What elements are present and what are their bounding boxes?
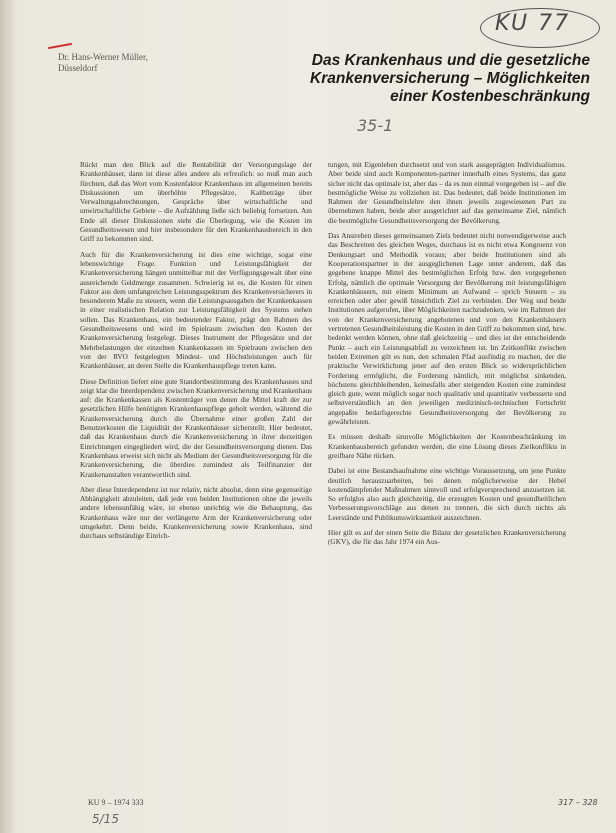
paragraph: Rückt man den Blick auf die Rentabilität der Versorgungslage der Krankenhäuser, dann ist diese alles andere als erfreulich: so muß man auch fürchten, daß das Wort vom Kostenfaktor Krankenhaus im allgemeinen bereits Diskussionen um überhöhte Pflegesätze, Kaltbeträge über Verwaltungsabrechnungen, Gespräche über wirtschaftliche und unwirtschaftliche Gebiete – die Aufzählung ließe sich beliebig fortsetzen. Am Ende all dieser Diskussionen steht die Überlegung, wie die Kosten im Gesundheitswesen und hier insbesondere für den Krankenhausbereich in den Griff zu bekommen sind. (80, 160, 312, 244)
right-column (328, 160, 566, 553)
article-title (190, 52, 590, 106)
archive-stamp-text: KU 77 (495, 11, 571, 36)
pencil-note-bottom: 5/15 (92, 812, 119, 826)
title-line-1: Das Krankenhaus und die gesetzliche (311, 52, 590, 69)
paragraph: Hier gilt es auf der einen Seite die Bilanz der gesetzlichen Krankenversicherung (GKV), die für das Jahr 1974 ein Aus- (328, 527, 566, 547)
pencil-note-top: 35-1 (357, 116, 394, 135)
author-block (58, 52, 148, 74)
title-line-2: Krankenversicherung – Möglichkeiten (310, 70, 590, 87)
red-mark (48, 43, 72, 49)
paragraph: Es müssen deshalb sinnvolle Möglichkeiten der Kostenbeschränkung im Krankenhausbereich gefunden werden, die eine Lösung dieses Zielkonflikts in greifbare Nähe rücken. (328, 432, 566, 460)
paragraph: Diese Definition liefert eine gute Standortbestimmung des Krankenhauses und zeigt klar die Interdependenz zwischen Krankenversicherung und Krankenhaus auf: die Krankenkassen als Kostenträger von denen die Mittel kraft der zur gesetzlichen Hilfe benötigten Krankenhauspflege geholt werden, während die Krankenversicherung durch die Übernahme einer großen Zahl der Benutzerkosten die Liquidität der Krankenhäuser sicherstellt. Hier bedeutet, daß das Krankenhaus durch die Krankenversicherung in ihrer derzeitigen Einrichtungen eingegliedert wird, die der Gesundheitsversorgung dienen. Das Krankenhaus erweist sich nicht als Medium der Gesundheitsversorgung für die Krankenversicherung, die überdies zumindest als Teilfinanzier der Krankenanstalten verantwortlich sind. (80, 376, 312, 479)
author-city: Düsseldorf (58, 63, 98, 73)
binding-shadow (0, 0, 14, 833)
title-line-3: einer Kostenbeschränkung (390, 88, 590, 105)
page-footer-right: 317 – 328 (558, 798, 598, 807)
archive-stamp (480, 8, 600, 48)
paragraph: Dabei ist eine Bestandsaufnahme eine wichtige Voraussetzung, um jene Punkte deutlich herauszuarbeiten, bei denen möglicherweise der Hebel kostendämpfender Maßnahmen sinnvoll und erfolgversprechend anzusetzen ist. So erfolglos also auch gleichzeitig, die erzeugten Kosten und gesundheitlichen Verbesserungsvorschläge aus denen zu trennen, die sich durch nichts als Leerstände und Publikumswirksamkeit auszeichnen. (328, 466, 566, 522)
paragraph: Das Anstreben dieses gemeinsamen Ziels bedeutet nicht notwendigerweise auch das Beschreiten des gleichen Weges, durchaus ist es nicht etwa Kongruenz von Denkungsart und Methodik voraus; aber beide Institutionen sind als Kooperationspartner in der ausgeglichenen Lage unter anderem, daß das gegebene knappe Mittel des bestmöglichen Erfolg bzw. den vorgegebenen Erfolg, nämlich die optimale Versorgung der Bevölkerung mit leistungsfähigen Krankenhäusern, mit einem Minimum an Aufwand – sprich Steuern – zu erreichen oder aber gewiß hinsichtlich Ziel zu verbinden. Der Weg und beide Institutionen aufgerufen, über Möglichkeiten nachzudenken, wie im Rahmen der von der Krankenversicherung angebotenen und von den Krankenhäusern vertretenen Gesundheitsleistung die Kosten in den Griff zu bekommen sind, bzw. bedenkt werden können, ohne daß gleichzeitig – und dies ist der entscheidende Punkt – auch ein Leistungsabfall zu verzeichnen ist. Im Zeitkonflikt zwischen beiden Extremen gilt es nun, den schmalen Pfad ausfindig zu machen, der die praktische Verwirklichung jener auf den ersten Blick so widersprüchlichen Forderung ermöglicht, die Forderung nämlich, mit möglichst sinkenden, höchstens gleichbleibenden, keinesfalls aber steigenden Kosten eine zumindest gleich gute, wenn möglich sogar noch qualitativ und quantitativ verbesserte und selbstverständlich an den jeweiligen medizinisch-technischen Fortschritt angepaßte bedarfsgerechte Gesundheitsversorgung der Bevölkerung zu gewährleisten. (328, 231, 566, 427)
left-column (80, 160, 312, 547)
page-footer-left: KU 9 – 1974 333 (88, 798, 144, 807)
author-name: Dr. Hans-Werner Müller, (58, 52, 148, 62)
paragraph: tungen, mit Eigenleben durchsetzt und von stark ausgeprägten Individualismus. Aber beide sind auch Komponenten-partner innerhalb eines Systems, das ganz sicher nicht das optimale ist, aber das – da es nun einmal vorgegeben ist – auf die bestmögliche Weise zu vollziehen ist. Das bedeutet, daß beide Institutionen im Rahmen der Gesundheitslehre den ihnen jeweils zugewiesenen Part zu übernehmen haben, beide aber ausgerichtet auf das gemeinsame Ziel, nämlich die bestmögliche Gesundheitsversorgung der Bevölkerung. (328, 160, 566, 225)
paragraph: Auch für die Krankenversicherung ist dies eine wichtige, sogar eine lebenswichtige Frage. Funktion und Leistungsfähigkeit der Krankenversicherung hängen unmittelbar mit der Verfügungsgewalt über eine ausreichende Geldmenge zusammen. Schwierig ist es, die Kosten für einen Faktor aus dem umfangreichen Leistungsspektrum des Krankenversicherers in besonderem Maße zu steuern, wenn die Leistungsausgaben der Krankenkassen in einer realistischen Relation zur Leistungsfähigkeit des Systems stehen sollen. Das Krankenhaus, ein bedeutender Faktor, prägt den Rahmen des Gesundheitswesens und wird im Spielraum zwischen den Kosten der Krankenversicherung festgelegt. Dieses Instrument der Pflegesätze und der Mehrbelastungen der einzelnen Krankenkassen im Spielraum zwischen den von der RVO festgelegten Mindest- und Höchstleistungen auch für Krankenhäuser, an deren Stelle die Krankenhauspflege treten kann. (80, 249, 312, 371)
paragraph: Aber diese Interdependenz ist nur relativ, nicht absolut, denn eine gegenseitige Abhängigkeit abzuleiten, daß jede von beiden Institutionen ohne die jeweils andere lebensunfähig wäre, ist ebenso unrichtig wie die Behauptung, das Krankenhaus wäre nur der verlängerte Arm der Krankenversicherung oder umgekehrt. Denn beide, Krankenversicherung sowie Krankenhaus, sind durchaus selbständige Einrich- (80, 484, 312, 541)
